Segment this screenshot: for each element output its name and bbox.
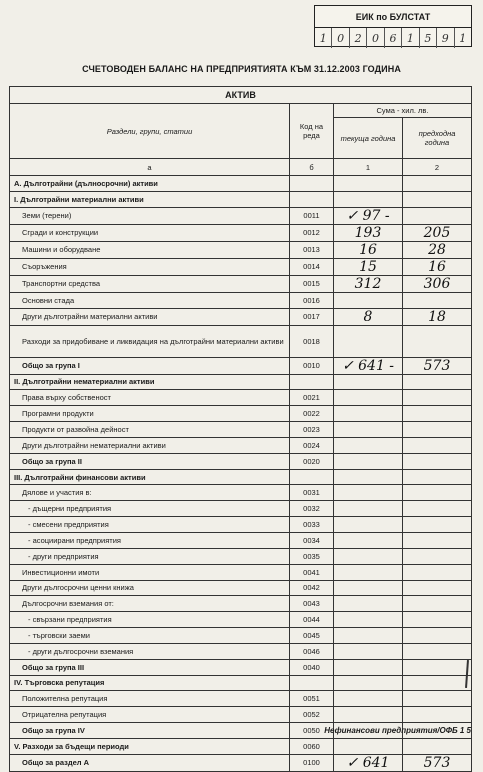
document-title: СЧЕТОВОДЕН БАЛАНС НА ПРЕДПРИЯТИЯТА КЪМ 31.12.2003 ГОДИНА — [82, 64, 401, 74]
eik-digit: 6 — [385, 28, 402, 48]
row-name: - свързани предприятия — [10, 612, 290, 628]
row-code: 0044 — [290, 612, 334, 628]
row-name: Транспортни средства — [10, 275, 290, 292]
row-current-value — [334, 691, 403, 707]
row-current-value — [334, 406, 403, 422]
row-previous-value — [403, 548, 472, 564]
table-row — [10, 325, 472, 357]
row-previous-value — [403, 612, 472, 628]
row-current-value — [334, 517, 403, 533]
table-row — [10, 691, 472, 707]
column-header-code: Код на реда — [290, 104, 334, 159]
row-current-value — [334, 707, 403, 723]
row-name: Основни стада — [10, 292, 290, 308]
table-row — [10, 191, 472, 207]
row-current-value — [334, 176, 403, 192]
row-name: Сгради и конструкции — [10, 224, 290, 241]
table-row — [10, 390, 472, 406]
row-code: 0032 — [290, 501, 334, 517]
table-row — [10, 517, 472, 533]
row-code — [290, 374, 334, 390]
row-previous-value — [403, 422, 472, 438]
row-name: - търговски заеми — [10, 628, 290, 644]
eik-digit: 1 — [402, 28, 419, 48]
eik-digit: 1 — [315, 28, 332, 48]
row-name: Общо за група II — [10, 453, 290, 469]
eik-digit: 2 — [350, 28, 367, 48]
table-row — [10, 675, 472, 691]
row-current-value: 15 — [334, 258, 403, 275]
row-name: Общо за раздел А — [10, 754, 290, 771]
row-name: Други дългосрочни ценни книжа — [10, 580, 290, 596]
table-row — [10, 738, 472, 754]
column-number-name: а — [10, 159, 290, 176]
balance-sheet-table — [9, 86, 472, 772]
row-current-value — [334, 532, 403, 548]
row-previous-value — [403, 390, 472, 406]
row-code: 0031 — [290, 485, 334, 501]
row-code — [290, 176, 334, 192]
eik-digit: 0 — [367, 28, 384, 48]
row-name: - други предприятия — [10, 548, 290, 564]
row-code: 0015 — [290, 275, 334, 292]
column-header-name: Раздели, групи, статии — [10, 104, 290, 159]
row-previous-value — [403, 501, 472, 517]
row-code: 0052 — [290, 707, 334, 723]
row-name: II. Дълготрайни нематериални активи — [10, 374, 290, 390]
row-current-value: 8 — [334, 308, 403, 325]
row-current-value — [334, 437, 403, 453]
row-current-value — [334, 453, 403, 469]
row-code: 0014 — [290, 258, 334, 275]
row-code: 0046 — [290, 643, 334, 659]
table-row — [10, 580, 472, 596]
row-previous-value — [403, 707, 472, 723]
table-row — [10, 258, 472, 275]
eik-digit: 5 — [420, 28, 437, 48]
row-current-value — [334, 422, 403, 438]
table-row — [10, 224, 472, 241]
row-previous-value — [403, 469, 472, 485]
row-current-value: 16 — [334, 241, 403, 258]
table-row — [10, 485, 472, 501]
row-previous-value — [403, 691, 472, 707]
row-code: 0035 — [290, 548, 334, 564]
row-previous-value — [403, 406, 472, 422]
row-current-value — [334, 596, 403, 612]
row-current-value: ✓ 641 — [334, 754, 403, 771]
table-row — [10, 754, 472, 771]
table-row — [10, 422, 472, 438]
row-name: Права върху собственост — [10, 390, 290, 406]
table-row — [10, 453, 472, 469]
eik-digit: 1 — [459, 31, 467, 45]
row-code: 0041 — [290, 564, 334, 580]
row-code: 0016 — [290, 292, 334, 308]
row-previous-value — [403, 437, 472, 453]
row-code: 0051 — [290, 691, 334, 707]
row-code: 0100 — [290, 754, 334, 771]
table-row — [10, 308, 472, 325]
row-name: III. Дълготрайни финансови активи — [10, 469, 290, 485]
row-previous-value: 205 — [403, 224, 472, 241]
table-row — [10, 643, 472, 659]
row-code: 0040 — [290, 659, 334, 675]
row-code: 0034 — [290, 532, 334, 548]
column-number-current: 1 — [334, 159, 403, 176]
row-name: Машини и оборудване — [10, 241, 290, 258]
row-current-value — [334, 612, 403, 628]
row-name: Програмни продукти — [10, 406, 290, 422]
row-name: Други дълготрайни нематериални активи — [10, 437, 290, 453]
row-code: 0050 — [290, 723, 334, 739]
row-name: Други дълготрайни материални активи — [10, 308, 290, 325]
row-name: - асоциирани предприятия — [10, 532, 290, 548]
row-previous-value: 573 — [403, 357, 472, 374]
row-code: 0024 — [290, 437, 334, 453]
row-previous-value — [403, 374, 472, 390]
row-previous-value — [403, 675, 472, 691]
table-row — [10, 275, 472, 292]
row-previous-value — [403, 485, 472, 501]
row-name: IV. Търговска репутация — [10, 675, 290, 691]
column-header-current: текуща година — [334, 118, 403, 159]
row-previous-value: 18 — [403, 308, 472, 325]
row-name: Отрицателна репутация — [10, 707, 290, 723]
row-current-value — [334, 580, 403, 596]
row-code: 0013 — [290, 241, 334, 258]
row-previous-value: 573 — [403, 754, 472, 771]
table-row — [10, 596, 472, 612]
row-code: 0018 — [290, 325, 334, 357]
row-current-value: 193 — [334, 224, 403, 241]
row-code — [290, 675, 334, 691]
row-name: Инвестиционни имоти — [10, 564, 290, 580]
row-previous-value — [403, 580, 472, 596]
row-code: 0011 — [290, 207, 334, 224]
table-row — [10, 659, 472, 675]
column-header-previous: предходна година — [403, 118, 472, 159]
row-current-value — [334, 390, 403, 406]
row-code: 0020 — [290, 453, 334, 469]
row-previous-value — [403, 628, 472, 644]
row-previous-value: 16 — [403, 258, 472, 275]
row-previous-value — [403, 453, 472, 469]
row-previous-value — [403, 564, 472, 580]
row-current-value — [334, 738, 403, 754]
row-code: 0023 — [290, 422, 334, 438]
row-name: Разходи за придобиване и ликвидация на дълготрайни материални активи — [10, 325, 290, 357]
row-current-value — [334, 469, 403, 485]
table-row — [10, 374, 472, 390]
row-current-value — [334, 485, 403, 501]
row-code: 0021 — [290, 390, 334, 406]
row-code: 0022 — [290, 406, 334, 422]
table-row — [10, 292, 472, 308]
row-previous-value: 28 — [403, 241, 472, 258]
row-code: 0045 — [290, 628, 334, 644]
eik-digit: 9 — [437, 28, 454, 48]
row-previous-value — [403, 596, 472, 612]
table-row — [10, 564, 472, 580]
row-previous-value — [403, 176, 472, 192]
eik-label: ЕИК по БУЛСТАТ — [315, 6, 471, 28]
row-code — [290, 191, 334, 207]
section-heading: АКТИВ — [10, 87, 472, 104]
table-row — [10, 628, 472, 644]
table-row — [10, 207, 472, 224]
row-name: А. Дълготрайни (дълносрочни) активи — [10, 176, 290, 192]
row-name: Продукти от развойна дейност — [10, 422, 290, 438]
row-name: I. Дълготрайни материални активи — [10, 191, 290, 207]
row-name: Общо за група III — [10, 659, 290, 675]
row-code: 0043 — [290, 596, 334, 612]
row-previous-value — [403, 207, 472, 224]
row-previous-value — [403, 738, 472, 754]
row-previous-value — [403, 532, 472, 548]
row-code: 0033 — [290, 517, 334, 533]
row-previous-value — [403, 517, 472, 533]
row-name: Съоръжения — [10, 258, 290, 275]
eik-digits — [315, 28, 471, 48]
row-previous-value — [403, 292, 472, 308]
row-current-value — [334, 191, 403, 207]
row-name: - смесени предприятия — [10, 517, 290, 533]
row-current-value — [334, 548, 403, 564]
table-row — [10, 437, 472, 453]
row-current-value — [334, 564, 403, 580]
table-row — [10, 612, 472, 628]
row-name: Земи (терени) — [10, 207, 290, 224]
table-row — [10, 469, 472, 485]
eik-box — [314, 5, 472, 47]
row-current-value: 312 — [334, 275, 403, 292]
row-current-value — [334, 643, 403, 659]
row-code: 0017 — [290, 308, 334, 325]
row-current-value: ✓ 97 ‐ — [334, 207, 403, 224]
table-row — [10, 501, 472, 517]
table-body — [10, 176, 472, 772]
row-name: - дъщерни предприятия — [10, 501, 290, 517]
row-previous-value: 306 — [403, 275, 472, 292]
row-name: - други дългосрочни вземания — [10, 643, 290, 659]
row-previous-value — [403, 191, 472, 207]
row-current-value — [334, 325, 403, 357]
row-previous-value — [403, 643, 472, 659]
table-row — [10, 406, 472, 422]
row-name: Дялове и участия в: — [10, 485, 290, 501]
row-current-value — [334, 292, 403, 308]
row-name: V. Разходи за бъдещи периоди — [10, 738, 290, 754]
row-code: 0012 — [290, 224, 334, 241]
row-current-value — [334, 675, 403, 691]
row-name: Общо за група I — [10, 357, 290, 374]
row-previous-value — [403, 325, 472, 357]
row-current-value — [334, 659, 403, 675]
row-code: 0010 — [290, 357, 334, 374]
column-number-previous: 2 — [403, 159, 472, 176]
table-row — [10, 707, 472, 723]
row-current-value — [334, 501, 403, 517]
column-header-sum: Сума - хил. лв. — [334, 104, 472, 118]
table-row — [10, 241, 472, 258]
table-row — [10, 548, 472, 564]
form-footer: Нефинансови предприятия/ОФБ 1 5 — [324, 726, 471, 735]
table-row — [10, 357, 472, 374]
row-name: Положителна репутация — [10, 691, 290, 707]
row-name: Дългосрочни вземания от: — [10, 596, 290, 612]
row-code: 0042 — [290, 580, 334, 596]
row-current-value: ✓ 641 ‐ — [334, 357, 403, 374]
row-code — [290, 469, 334, 485]
eik-digit: 0 — [332, 28, 349, 48]
column-number-code: б — [290, 159, 334, 176]
table-row — [10, 532, 472, 548]
row-current-value — [334, 374, 403, 390]
row-code: 0060 — [290, 738, 334, 754]
row-previous-value — [403, 659, 472, 675]
row-current-value — [334, 628, 403, 644]
table-row — [10, 176, 472, 192]
row-name: Общо за група IV — [10, 723, 290, 739]
